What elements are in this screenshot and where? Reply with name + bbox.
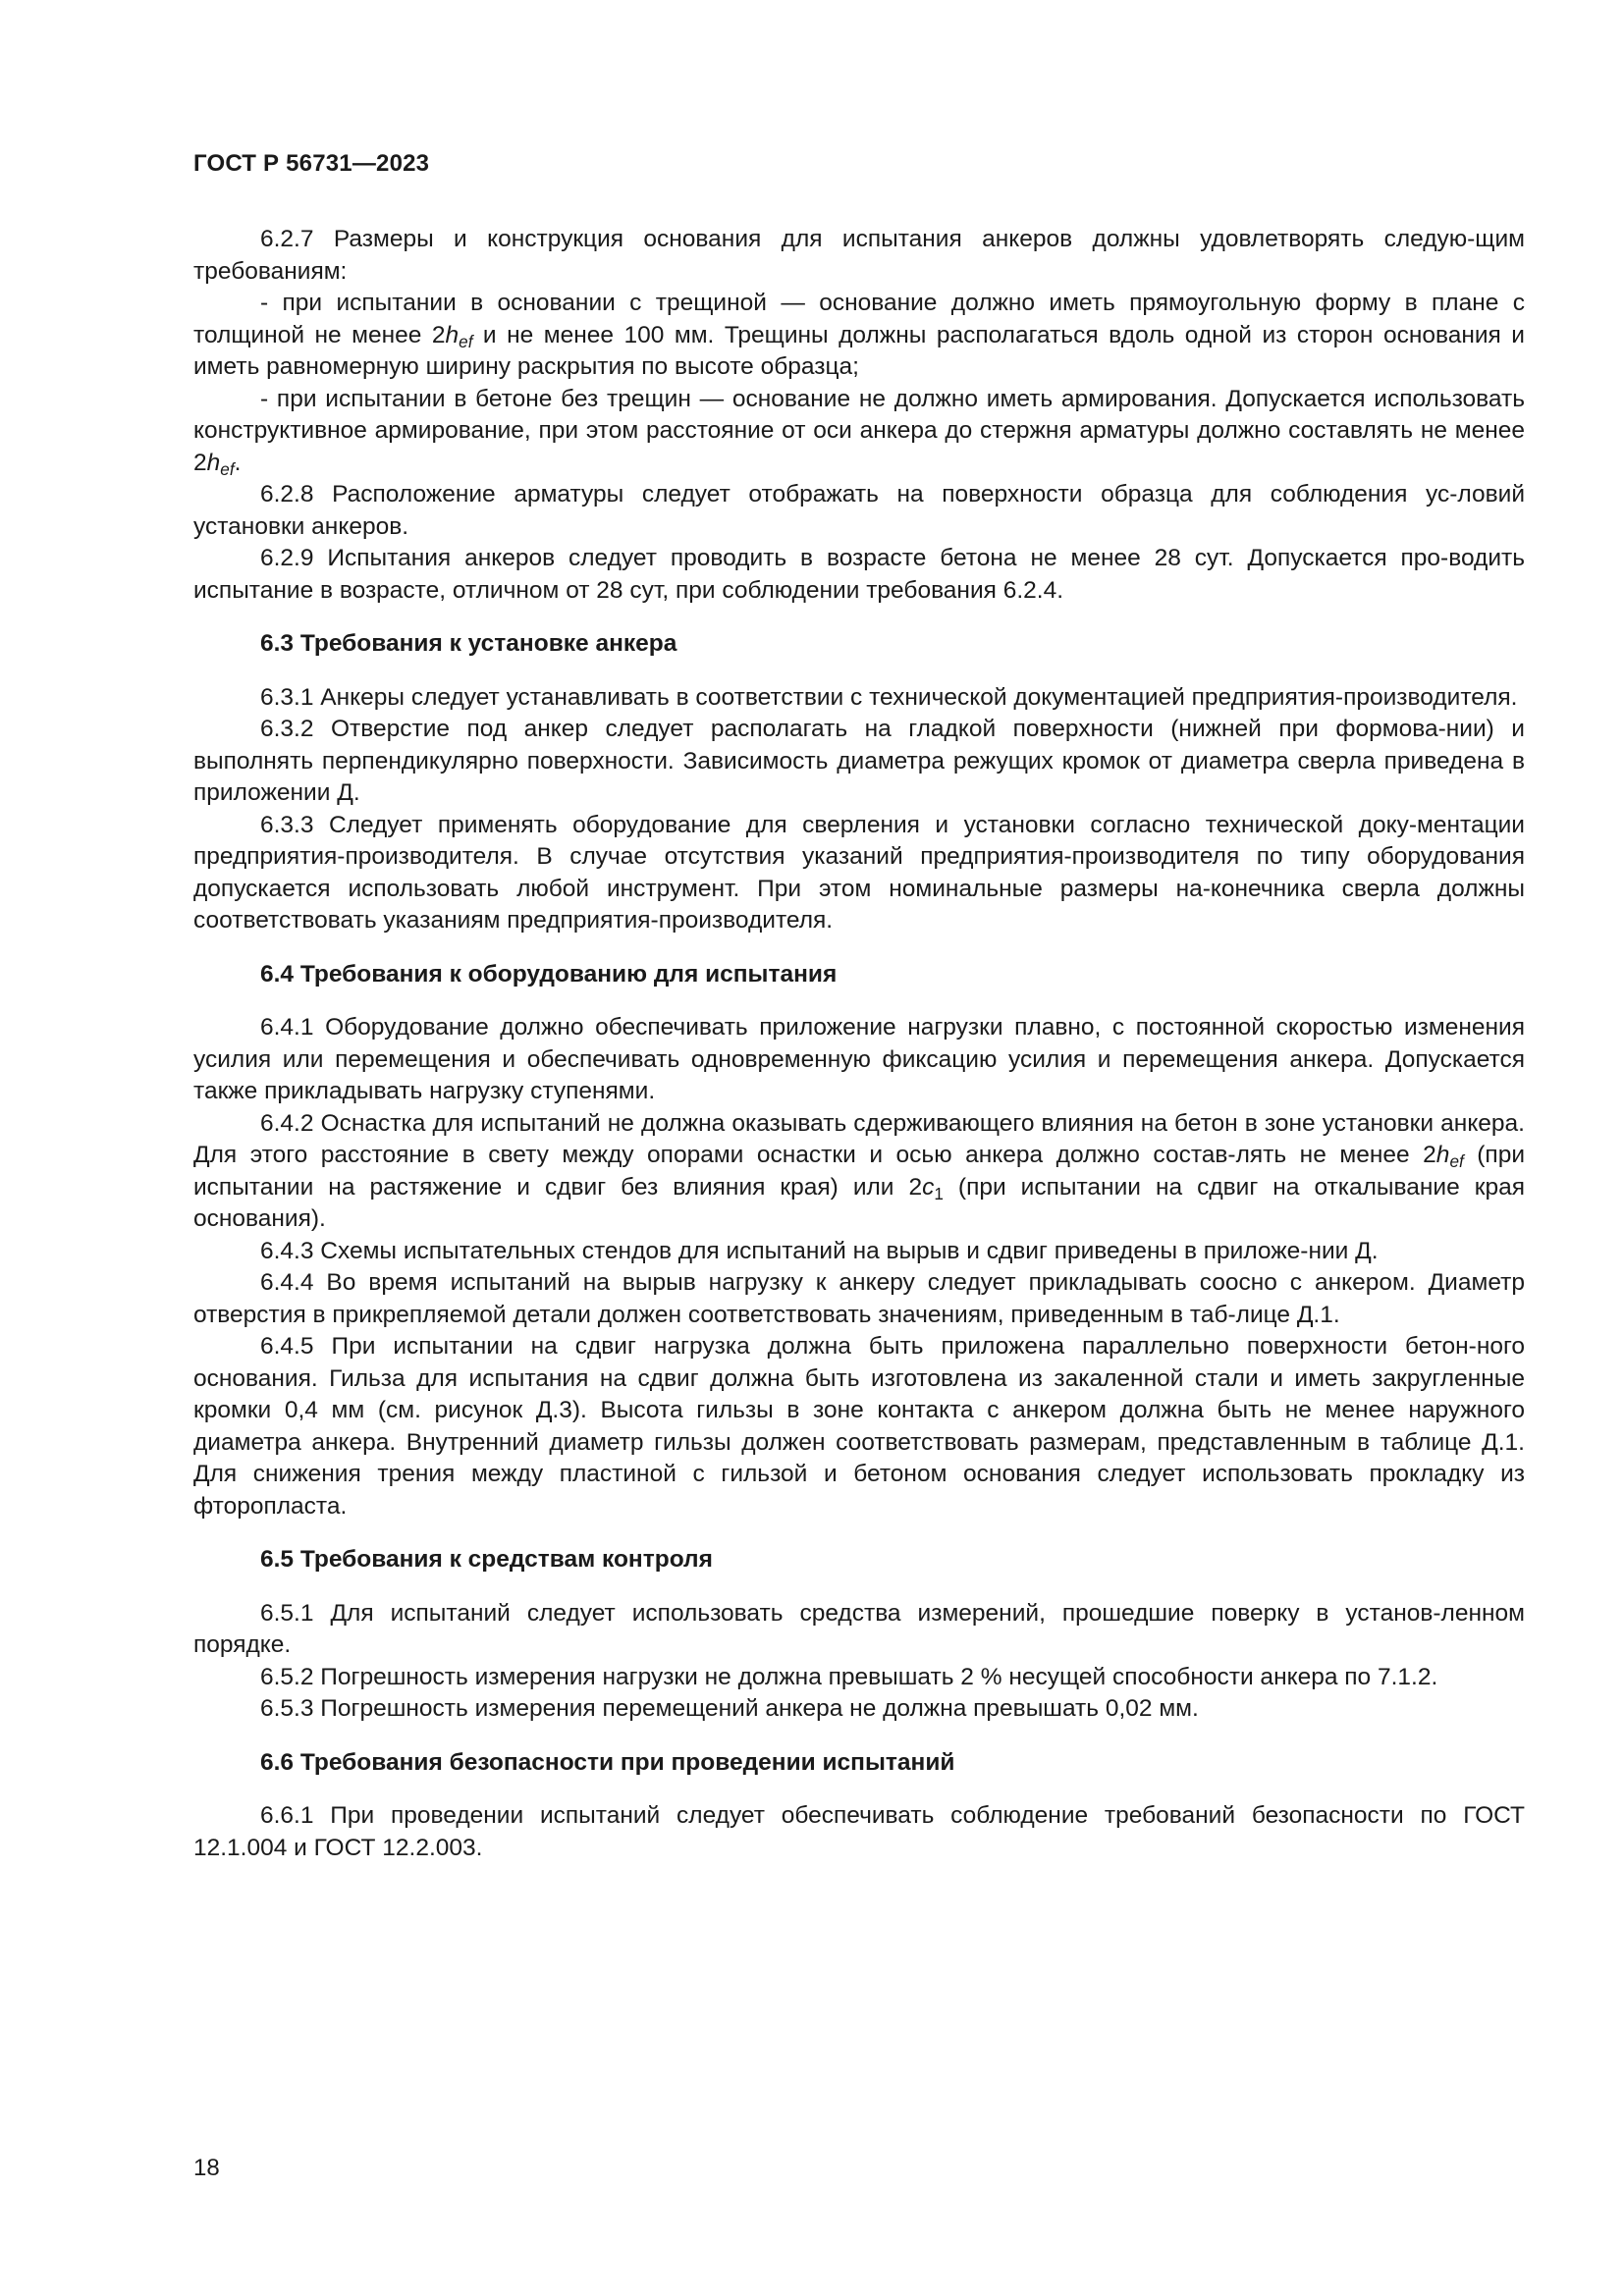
paragraph-6-2-9: 6.2.9 Испытания анкеров следует проводить в возрасте бетона не менее 28 сут. Допускается про-водить испытание в возрасте, отличном от 28 сут, при соблюдении требования 6.2.4. xyxy=(193,545,1525,604)
paragraph-6-2-7: 6.2.7 Размеры и конструкция основания для испытания анкеров должны удовлетворять следую-щим требованиям: xyxy=(193,226,1525,285)
paragraph-6-4-3: 6.4.3 Схемы испытательных стендов для испытаний на вырыв и сдвиг приведены в приложе-нии Д. xyxy=(260,1237,1379,1264)
section-heading-6-6: 6.6 Требования безопасности при проведении испытаний xyxy=(260,1748,955,1776)
paragraph-6-4-2: 6.4.2 Оснастка для испытаний не должна оказывать сдерживающего влияния на бетон в зоне установки анкера. Для этого расстояние в свету между опорами оснастки и осью анкера должно состав-лять не менее $2h_{ef}$ (при испытании на растяжение и сдвиг без влияния края) или $2c_1$ (при испытании на сдвиг на откалывание края основания). xyxy=(193,1109,1526,1232)
paragraph-6-2-7-item-cracked: - при испытании в основании с трещиной — основание должно иметь прямоугольную форму в плане с толщиной не менее $2h_{ef}$ и не менее 100 мм. Трещины должны располагаться вдоль одной из сторон основания и иметь равномерную ширину раскрытия по высоте образца; xyxy=(193,290,1525,380)
document-body xyxy=(193,224,1525,1864)
document-header: ГОСТ Р 56731—2023 xyxy=(193,150,430,177)
paragraph-6-4-5: 6.4.5 При испытании на сдвиг нагрузка должна быть приложена параллельно поверхности бетон-ного основания. Гильза для испытания на сдвиг должна быть изготовлена из закаленной стали и иметь закругленные кромки 0,4 мм (см. рисунок Д.3). Высота гильзы в зоне контакта с анкером должна быть не менее наружного диаметра анкера. Внутренний диаметр гильзы должен соответствовать размерам, представленным в таблице Д.1. Для снижения трения между пластиной с гильзой и бетоном основания следует использовать прокладку из фторопласта. xyxy=(193,1333,1525,1520)
section-heading-6-4: 6.4 Требования к оборудованию для испытания xyxy=(260,960,838,988)
paragraph-6-2-7-item-uncracked: - при испытании в бетоне без трещин — основание не должно иметь армирования. Допускается использовать конструктивное армирование, при этом расстояние от оси анкера до стержня арматуры должно составлять не менее $2h_{ef}$. xyxy=(193,385,1525,479)
section-heading-6-5: 6.5 Требования к средствам контроля xyxy=(260,1546,713,1573)
section-heading-6-3: 6.3 Требования к установке анкера xyxy=(260,630,677,657)
paragraph-6-3-3: 6.3.3 Следует применять оборудование для сверления и установки согласно технической доку-ментации предприятия-производителя. В случае отсутствия указаний предприятия-производителя по типу оборудования допускается использовать любой инструмент. При этом номинальные размеры на-конечника сверла должны соответствовать указаниям предприятия-производителя. xyxy=(193,811,1525,934)
paragraph-6-5-3: 6.5.3 Погрешность измерения перемещений анкера не должна превышать 0,02 мм. xyxy=(260,1695,1199,1722)
paragraph-6-5-2: 6.5.2 Погрешность измерения нагрузки не должна превышать 2 % несущей способности анкера по 7.1.2. xyxy=(260,1663,1438,1690)
paragraph-6-3-2: 6.3.2 Отверстие под анкер следует располагать на гладкой поверхности (нижней при формова-нии) и выполнять перпендикулярно поверхности. Зависимость диаметра режущих кромок от диаметра сверла приведена в приложении Д. xyxy=(193,716,1525,806)
paragraph-6-5-1: 6.5.1 Для испытаний следует использовать средства измерений, прошедшие поверку в установ-ленном порядке. xyxy=(193,1599,1525,1658)
paragraph-6-4-4: 6.4.4 Во время испытаний на вырыв нагрузку к анкеру следует прикладывать соосно с анкером. Диаметр отверстия в прикрепляемой детали должен соответствовать значениям, приведенным в таб-лице Д.1. xyxy=(193,1269,1525,1328)
paragraph-6-6-1: 6.6.1 При проведении испытаний следует обеспечивать соблюдение требований безопасности по ГОСТ 12.1.004 и ГОСТ 12.2.003. xyxy=(193,1802,1525,1861)
page-number: 18 xyxy=(193,2155,220,2181)
paragraph-6-2-8: 6.2.8 Расположение арматуры следует отображать на поверхности образца для соблюдения ус-ловий установки анкеров. xyxy=(193,481,1525,540)
paragraph-6-3-1: 6.3.1 Анкеры следует устанавливать в соответствии с технической документацией предприятия-производителя. xyxy=(260,683,1518,711)
paragraph-6-4-1: 6.4.1 Оборудование должно обеспечивать приложение нагрузки плавно, с постоянной скоростью изменения усилия или перемещения и обеспечивать одновременную фиксацию усилия и перемещения анкера. Допускается также прикладывать нагрузку ступенями. xyxy=(193,1014,1525,1104)
